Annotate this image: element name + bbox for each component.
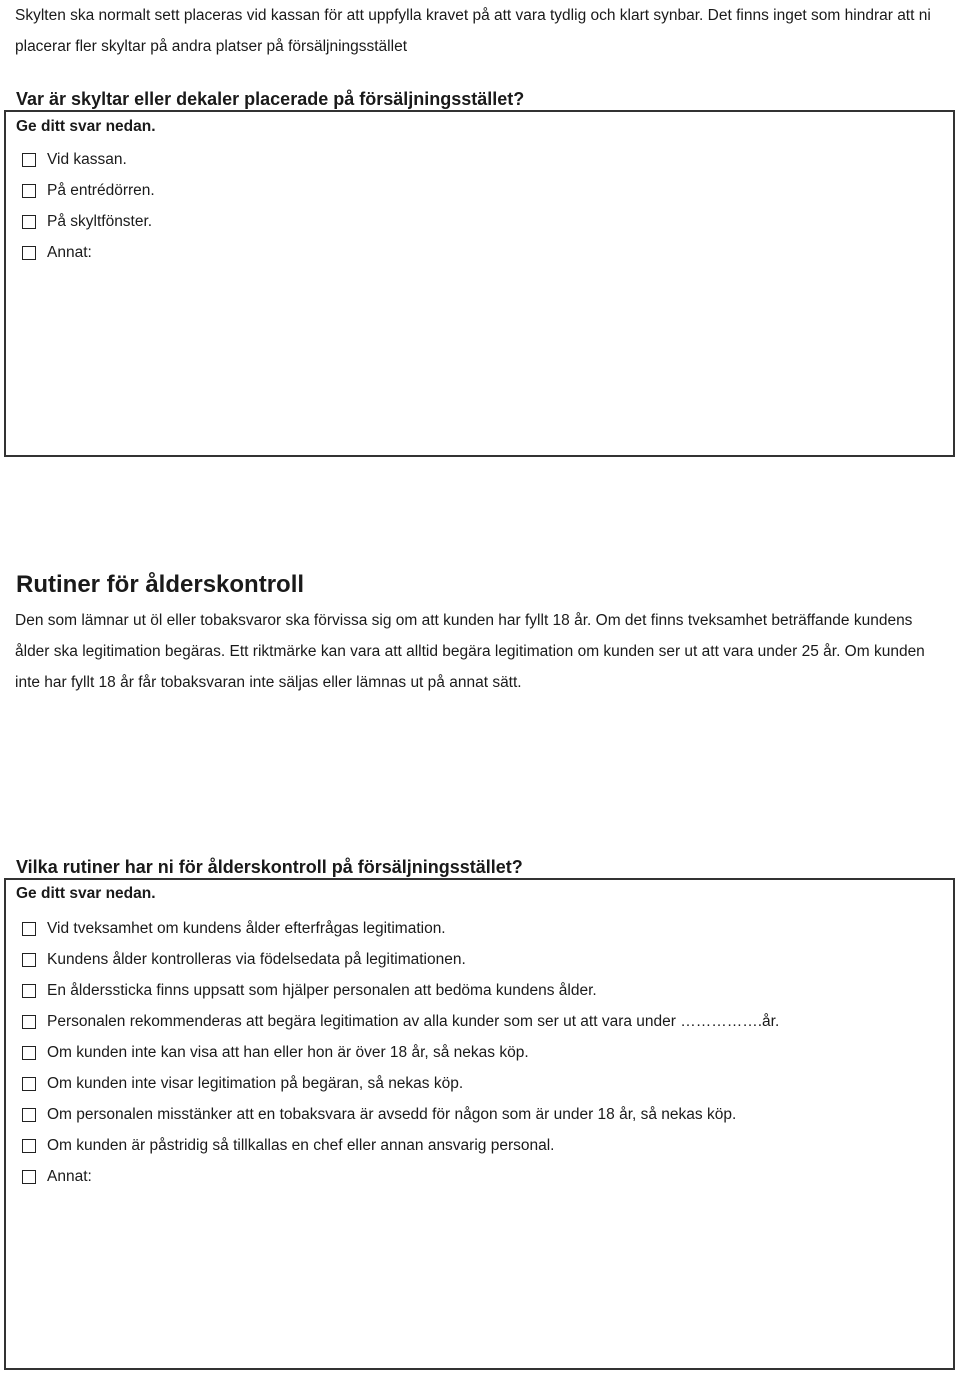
answer-box-signs <box>4 110 955 457</box>
checkbox[interactable] <box>22 246 36 260</box>
option-label: Kundens ålder kontrolleras via födelsedata på legitimationen. <box>47 951 466 968</box>
checkbox[interactable] <box>22 1170 36 1184</box>
option-fodelsedata[interactable] <box>22 950 466 970</box>
question-signs-title: Var är skyltar eller dekaler placerade på försäljningsstället? <box>16 89 525 109</box>
checkbox[interactable] <box>22 984 36 998</box>
option-label: På skyltfönster. <box>47 213 153 230</box>
option-legitimation-tveksamhet[interactable] <box>22 919 446 939</box>
section-heading: Rutiner för ålderskontroll <box>16 571 305 598</box>
option-alderssticka[interactable] <box>22 981 597 1001</box>
question-age-title: Vilka rutiner har ni för ålderskontroll på försäljningsstället? <box>16 857 523 877</box>
checkbox[interactable] <box>22 1046 36 1060</box>
option-ingen-legitimation[interactable] <box>22 1074 463 1094</box>
option-vid-kassan[interactable] <box>22 150 127 170</box>
checkbox[interactable] <box>22 153 36 167</box>
option-label: Annat: <box>47 244 92 261</box>
checkbox[interactable] <box>22 1077 36 1091</box>
option-label: Personalen rekommenderas att begära legitimation av alla kunder som ser ut att vara under …………….år. <box>47 1013 780 1030</box>
option-annat[interactable] <box>22 243 92 263</box>
option-label: På entrédörren. <box>47 182 155 199</box>
option-label: Om kunden inte kan visa att han eller hon är över 18 år, så nekas köp. <box>47 1044 529 1061</box>
option-ej-over-18[interactable] <box>22 1043 529 1063</box>
option-label: Om personalen misstänker att en tobaksvara är avsedd för någon som är under 18 år, så nekas köp. <box>47 1106 737 1123</box>
checkbox[interactable] <box>22 1108 36 1122</box>
option-langning[interactable] <box>22 1105 736 1125</box>
option-label: En ålderssticka finns uppsatt som hjälper personalen att bedöma kundens ålder. <box>47 982 597 999</box>
intro-paragraph: Skylten ska normalt sett placeras vid kassan för att uppfylla kravet på att vara tydlig och klart synbar. Det finns inget som hindrar att ni placerar fler skyltar på andra platser på försäljningsstället <box>15 7 931 55</box>
answer-box-age-control <box>4 878 955 1370</box>
option-label: Om kunden inte visar legitimation på begäran, så nekas köp. <box>47 1075 464 1092</box>
checkbox[interactable] <box>22 953 36 967</box>
checkbox[interactable] <box>22 215 36 229</box>
option-skyltfonster[interactable] <box>22 212 152 232</box>
checkbox[interactable] <box>22 1015 36 1029</box>
option-chef[interactable] <box>22 1136 554 1156</box>
option-label: Vid tveksamhet om kundens ålder efterfrågas legitimation. <box>47 920 446 937</box>
question-signs-hint: Ge ditt svar nedan. <box>16 118 156 135</box>
option-label: Vid kassan. <box>47 151 127 168</box>
option-label: Om kunden är påstridig så tillkallas en chef eller annan ansvarig personal. <box>47 1137 555 1154</box>
checkbox[interactable] <box>22 1139 36 1153</box>
section-paragraph: Den som lämnar ut öl eller tobaksvaror ska förvissa sig om att kunden har fyllt 18 år. Om det finns tveksamhet beträffande kundens ålder ska legitimation begäras. Ett riktmärke kan vara att alltid begära legitimation om kunden ser ut att vara under 25 år. Om kunden inte har fyllt 18 år får tobaksvaran inte säljas eller lämnas ut på annat sätt. <box>15 612 925 691</box>
option-alla-under-alder[interactable] <box>22 1012 779 1032</box>
checkbox[interactable] <box>22 922 36 936</box>
question-age-hint: Ge ditt svar nedan. <box>16 885 156 902</box>
option-annat[interactable] <box>22 1167 92 1187</box>
option-label: Annat: <box>47 1168 92 1185</box>
checkbox[interactable] <box>22 184 36 198</box>
option-entredorren[interactable] <box>22 181 155 201</box>
